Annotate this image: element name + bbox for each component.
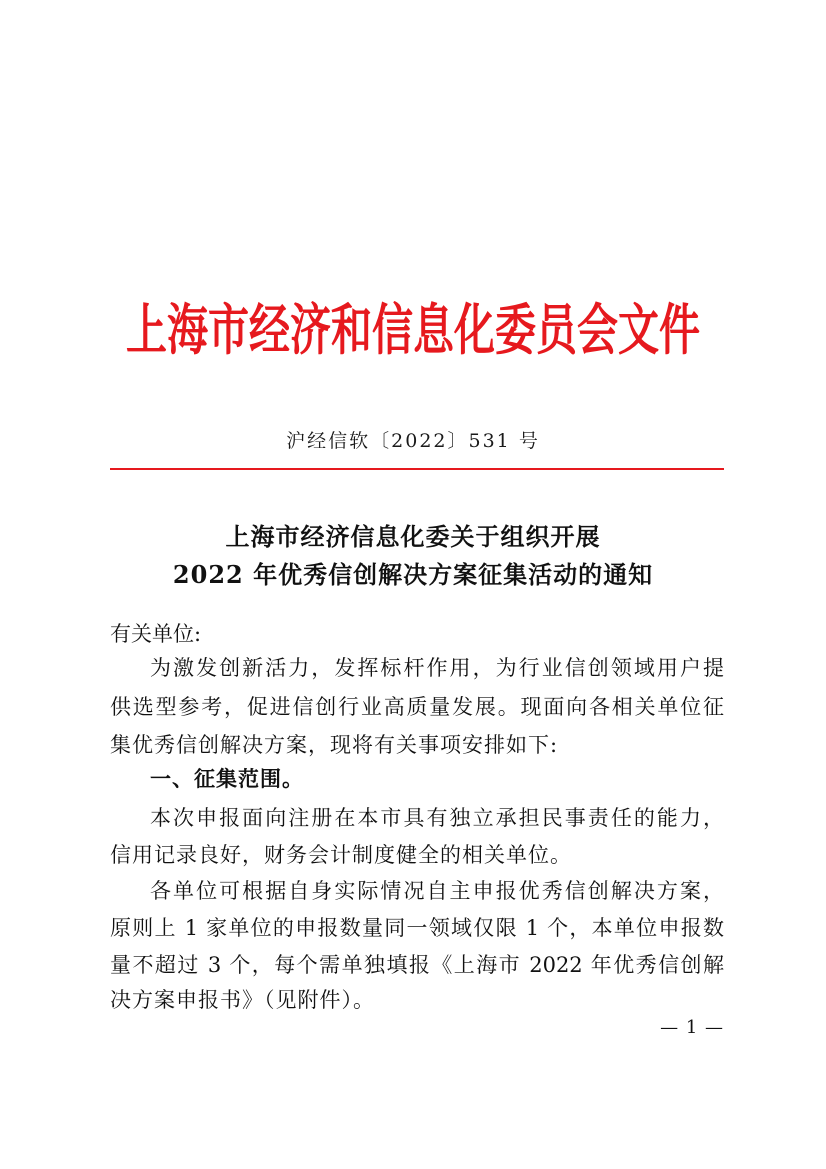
intro-line-3: 集优秀信创解决方案，现将有关事项安排如下: xyxy=(110,733,559,757)
notice-title-line-1: 上海市经济信息化委关于组织开展 xyxy=(225,522,601,551)
red-divider-line xyxy=(110,468,724,470)
document-number: 沪经信软〔2022〕531 号 xyxy=(286,430,540,452)
section-1-para-2-line-3: 量不超过 3 个，每个需单独填报《上海市 2022 年优秀信创解 xyxy=(110,953,724,977)
salutation: 有关单位: xyxy=(110,622,202,646)
section-1-para-2-line-4: 决方案申报书》（见附件）。 xyxy=(110,988,375,1012)
issuer-header-title: 上海市经济和信息化委员会文件 xyxy=(126,297,700,363)
section-1-para-2-line-2: 原则上 1 家单位的申报数量同一领域仅限 1 个，本单位申报数 xyxy=(110,916,724,940)
section-1-para-2-line-1: 各单位可根据自身实际情况自主申报优秀信创解决方案， xyxy=(150,879,724,903)
section-1-para-1-line-2: 信用记录良好，财务会计制度健全的相关单位。 xyxy=(110,843,572,867)
page-number: — 1 — xyxy=(660,1017,724,1038)
intro-line-2: 供选型参考，促进信创行业高质量发展。现面向各相关单位征 xyxy=(110,695,724,719)
section-1-para-1-line-1: 本次申报面向注册在本市具有独立承担民事责任的能力， xyxy=(150,806,724,830)
section-1-heading: 一、征集范围。 xyxy=(150,767,304,791)
intro-line-1: 为激发创新活力，发挥标杆作用，为行业信创领域用户提 xyxy=(150,656,724,680)
notice-title-line-2: 2022 年优秀信创解决方案征集活动的通知 xyxy=(172,560,654,589)
